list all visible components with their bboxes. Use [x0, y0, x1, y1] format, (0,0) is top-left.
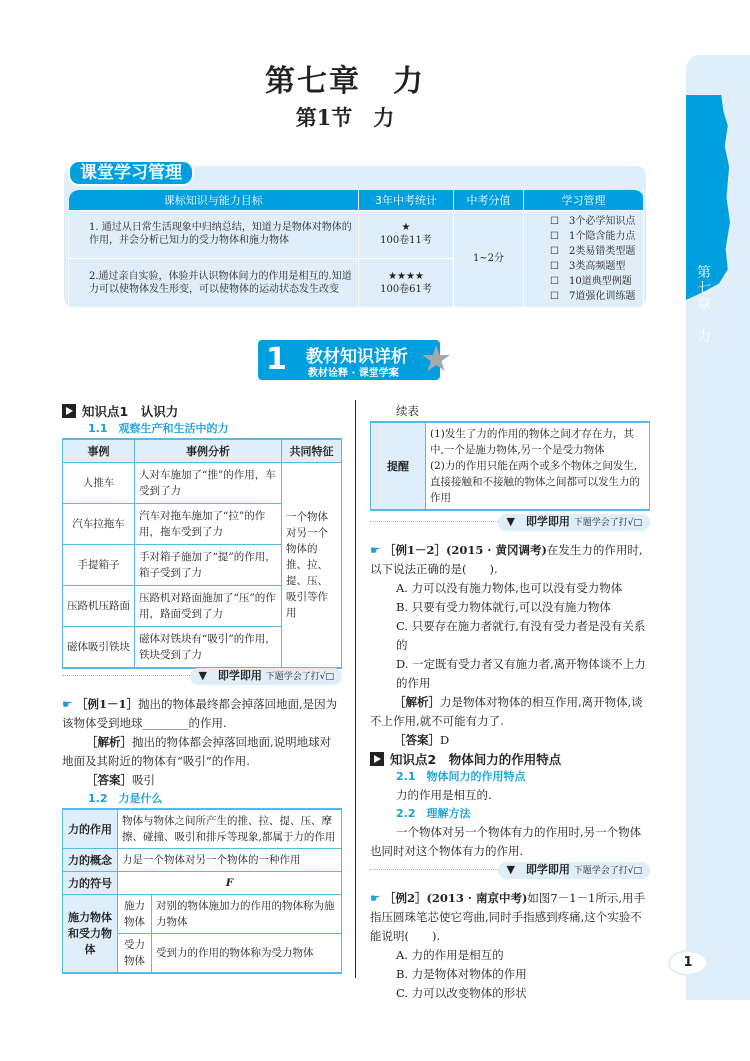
knowledge-point-2 — [370, 750, 650, 768]
option: B. 力是物体对物体的作用 — [396, 967, 527, 981]
checkbox[interactable]: ☐ — [550, 215, 559, 227]
header: 课标知识与能力目标 — [69, 190, 359, 210]
row-head: 力的符号 — [63, 871, 118, 894]
exam-stat: 100卷61考 — [380, 283, 432, 295]
answer-label: ［答案］ — [86, 772, 132, 787]
section-banner — [258, 340, 440, 380]
checklist-item — [550, 229, 637, 244]
banner-title: 教材知识详析 — [306, 347, 408, 367]
checkbox[interactable]: ☐ — [550, 230, 559, 242]
checkbox[interactable]: ☐ — [550, 260, 559, 272]
cell: F — [118, 871, 342, 894]
checklist-label: 2类易错类型题 — [568, 245, 636, 257]
force-table — [62, 808, 342, 975]
star-rating: ★ — [401, 222, 411, 234]
example-label: ［例1－2］ — [383, 543, 446, 557]
right-column — [370, 402, 650, 1003]
checklist-item — [550, 274, 637, 289]
banner-subtitle: 教材诠释 · 课堂学案 — [308, 368, 399, 379]
management-table — [68, 190, 644, 308]
row-head: 施力物体和受力物体 — [63, 894, 118, 973]
checklist — [550, 214, 637, 304]
cell: 受到力的作用的物体称为受力物体 — [152, 933, 342, 973]
pointer-icon: ☛ — [370, 543, 381, 557]
practice-label: ▼ 即学即用 — [506, 515, 570, 528]
cell: 一个物体对另一个物体的推、拉、提、压、吸引等作用 — [282, 463, 342, 668]
option: A. 力的作用是相互的 — [396, 948, 504, 962]
header: 学习管理 — [524, 190, 644, 210]
practice-divider — [370, 863, 650, 885]
star-rating: ★★★★ — [388, 270, 424, 282]
checklist-label: 3类高频题型 — [568, 260, 626, 272]
header: 事例分析 — [135, 439, 282, 463]
exam-stat: 100卷11考 — [380, 235, 432, 247]
kp-title: 知识点2 物体间力的作用特点 — [390, 752, 562, 767]
options — [370, 946, 650, 1003]
checklist-label: 7道强化训练题 — [568, 290, 636, 302]
cell: 压路机对路面施加了“压”的作用，路面受到了力 — [135, 586, 282, 627]
banner-number: 1 — [266, 342, 287, 377]
example-text: 抛出的物体最终都会掉落回地面,是因为该物体受到地球________的作用. — [62, 696, 338, 730]
example-source: (2013 · 南京中考) — [426, 891, 528, 905]
paragraph: 一个物体对另一个物体有力的作用时,另一个物体也同时对这个物体有力的作用. — [370, 825, 642, 858]
kp-title: 知识点1 认识力 — [82, 404, 179, 419]
row-head: 力的作用 — [63, 809, 118, 849]
section-title: 第1节 力 — [295, 105, 395, 130]
checkbox[interactable]: ☐ — [550, 245, 559, 257]
cell: 人推车 — [63, 463, 135, 504]
left-column — [62, 402, 342, 974]
practice-note: 下题学会了打√□ — [573, 518, 642, 528]
subheading: 2.1 物体间力的作用特点 — [396, 770, 526, 783]
cell: 对别的物体施加力的作用的物体称为施力物体 — [152, 894, 342, 933]
header: 事例 — [63, 439, 135, 463]
analysis-text: 力是物体对物体的相互作用,离开物体,谈不上作用,就不可能有力了. — [370, 695, 643, 728]
page-number: 1 — [668, 950, 708, 976]
subheading: 1.2 力是什么 — [88, 791, 163, 805]
row-head: 力的概念 — [63, 848, 118, 871]
analysis-text: 抛出的物体都会掉落回地面,说明地球对地面及其附近的物体有“吸引”的作用. — [62, 734, 332, 768]
checkbox[interactable]: ☐ — [550, 290, 559, 302]
examples-table — [62, 438, 342, 669]
practice-label: ▼ 即学即用 — [198, 668, 262, 682]
cell: 人对车施加了“推”的作用，车受到了力 — [135, 463, 282, 504]
example-label: ［例2］ — [383, 891, 427, 905]
subheading: 1.1 观察生产和生活中的力 — [88, 422, 229, 435]
answer-text: 吸引 — [132, 772, 155, 787]
checkbox[interactable]: ☐ — [550, 275, 559, 287]
option: B. 只要有受力物体就行,可以没有施力物体 — [396, 600, 611, 614]
tip-2: (2)力的作用只能在两个或多个物体之间发生,直接接触和不接触的物体之间都可以发生力的作用 — [430, 460, 640, 504]
table-row — [63, 463, 342, 504]
chapter-title: 第七章 力 — [265, 64, 425, 99]
column-divider — [355, 400, 356, 978]
play-icon — [62, 404, 76, 418]
practice-divider — [62, 668, 342, 691]
cell: 物体与物体之间所产生的推、拉、提、压、摩擦、碰撞、吸引和排斥等现象,都属于力的作用 — [118, 809, 342, 849]
side-topic: 力 — [697, 329, 711, 345]
cell: 磁体吸引铁块 — [63, 627, 135, 668]
row-head: 提醒 — [371, 422, 426, 510]
cell: 压路机压路面 — [63, 586, 135, 627]
answer-label: ［答案］ — [394, 733, 440, 747]
subheading: 2.2 理解方法 — [396, 807, 471, 820]
checklist-label: 1个隐含能力点 — [568, 230, 636, 242]
cell: 汽车对拖车施加了“拉”的作用，拖车受到了力 — [135, 504, 282, 545]
practice-note: 下题学会了打√□ — [573, 866, 642, 876]
management-title: 课堂学习管理 — [68, 160, 194, 186]
tip-1: (1)发生了力的作用的物体之间才存在力，其中,一个是施力物体,另一个是受力物体 — [430, 428, 634, 456]
cell: 手对箱子施加了“提”的作用，箱子受到了力 — [135, 545, 282, 586]
practice-note: 下题学会了打√□ — [265, 671, 334, 682]
play-icon — [370, 752, 384, 766]
options — [370, 579, 650, 693]
example-label: ［例1－1］ — [75, 696, 138, 711]
continued-label: 续表 — [396, 404, 419, 418]
example-text: 如图7－1－1所示,用手指压圆珠笔芯使它弯曲,同时手指感到疼痛,这个实验不能说明( ). — [370, 891, 645, 943]
score-value: 1~2分 — [454, 210, 524, 307]
analysis-label: ［解析］ — [86, 734, 132, 749]
checklist-label: 3个必学知识点 — [568, 215, 636, 227]
paragraph: 力的作用是相互的. — [396, 788, 492, 802]
practice-divider — [370, 515, 650, 537]
pointer-icon: ☛ — [370, 891, 381, 905]
side-tab-label — [694, 265, 714, 345]
knowledge-point-1 — [62, 402, 342, 420]
analysis-label: ［解析］ — [394, 695, 440, 709]
cell: 受力物体 — [118, 933, 152, 973]
pointer-icon: ☛ — [62, 696, 73, 711]
star-icon: ★ — [420, 339, 453, 380]
checklist-item — [550, 244, 637, 259]
header: 共同特征 — [282, 439, 342, 463]
header: 3年中考统计 — [359, 190, 454, 210]
tip-table — [370, 421, 650, 511]
goal-2: 2.通过亲自实验，体验并认识物体间力的作用是相互的.知道力可以使物体发生形变，可以使物体的运动状态发生改变 — [69, 259, 359, 308]
checklist-item — [550, 214, 637, 229]
cell: 汽车拉拖车 — [63, 504, 135, 545]
option: A. 力可以没有施力物体,也可以没有受力物体 — [396, 581, 623, 595]
answer-text: D — [440, 733, 450, 747]
cell: 施力物体 — [118, 894, 152, 933]
header: 中考分值 — [454, 190, 524, 210]
example-text: 在发生力的作用时,以下说法正确的是( ). — [370, 543, 643, 576]
goal-1: 1. 通过从日常生活现象中归纳总结，知道力是物体对物体的作用，并会分析已知力的受力物体和施力物体 — [69, 210, 359, 259]
side-chapter: 第七章 — [697, 265, 711, 313]
checklist-item — [550, 259, 637, 274]
example-source: (2015 · 黄冈调考) — [445, 543, 547, 557]
checklist-item — [550, 289, 637, 304]
option: C. 力可以改变物体的形状 — [396, 986, 527, 1000]
checklist-label: 10道典型例题 — [568, 275, 632, 287]
option: C. 只要存在施力者就行,有没有受力者是没有关系的 — [396, 619, 646, 652]
option: D. 一定既有受力者又有施力者,离开物体谈不上力的作用 — [396, 657, 646, 690]
cell: 手提箱子 — [63, 545, 135, 586]
cell: 磁体对铁块有“吸引”的作用，铁块受到了力 — [135, 627, 282, 668]
cell: 力是一个物体对另一个物体的一种作用 — [118, 848, 342, 871]
practice-label: ▼ 即学即用 — [506, 863, 570, 876]
